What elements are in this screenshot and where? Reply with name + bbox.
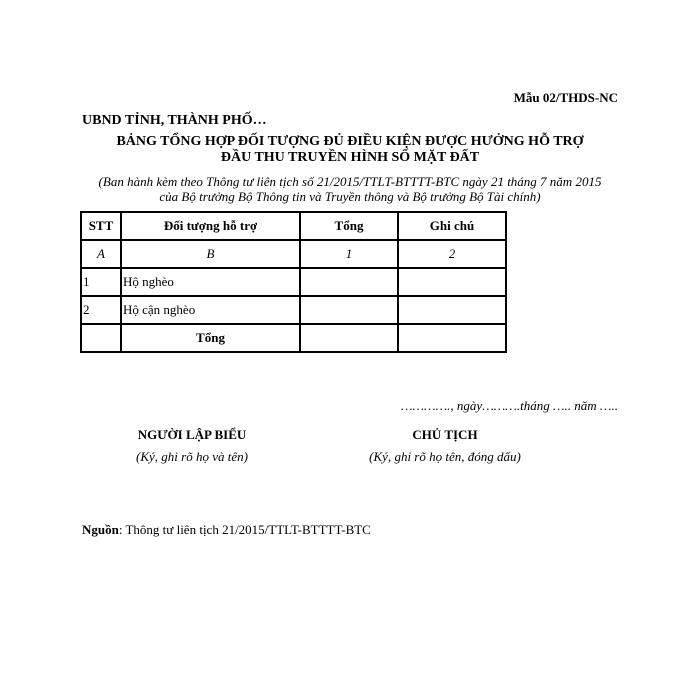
- table-header-row: [81, 212, 506, 240]
- form-code: Mẫu 02/THDS-NC: [513, 90, 618, 105]
- total-row-value: [300, 324, 398, 352]
- row-subject: Hộ cận nghèo: [121, 296, 300, 324]
- signature-preparer: [112, 427, 272, 465]
- index-1: 1: [300, 240, 398, 268]
- table-row: [81, 296, 506, 324]
- organization-name: UBND TỈNH, THÀNH PHỐ…: [82, 113, 267, 128]
- total-row-label: Tổng: [121, 324, 300, 352]
- table-total-row: [81, 324, 506, 352]
- index-2: 2: [398, 240, 506, 268]
- row-subject: Hộ nghèo: [121, 268, 300, 296]
- header-total: Tổng: [300, 212, 398, 240]
- document-title-line-1: BẢNG TỔNG HỢP ĐỐI TƯỢNG ĐỦ ĐIỀU KIỆN ĐƯỢC HƯỞNG HỖ TRỢ: [116, 134, 584, 149]
- signature-chairman: [365, 427, 525, 465]
- header-subject: Đối tượng hỗ trợ: [121, 212, 300, 240]
- row-note: [398, 268, 506, 296]
- row-stt: 2: [81, 296, 121, 324]
- index-a: A: [81, 240, 121, 268]
- signature-preparer-note: (Ký, ghi rõ họ và tên): [136, 449, 248, 464]
- table-index-row: [81, 240, 506, 268]
- signature-chairman-role: CHỦ TỊCH: [412, 427, 478, 442]
- row-total: [300, 296, 398, 324]
- summary-table: [80, 211, 507, 353]
- document-title-line-2: ĐẦU THU TRUYỀN HÌNH SỐ MẶT ĐẤT: [220, 150, 480, 165]
- document-subtitle-line-1: (Ban hành kèm theo Thông tư liên tịch số 21/2015/TTLT-BTTTT-BTC ngày 21 tháng 7 năm 2015: [98, 174, 602, 189]
- date-line: …………., ngày……….tháng ….. năm …..: [400, 398, 618, 413]
- table-row: [81, 268, 506, 296]
- source-text: : Thông tư liên tịch 21/2015/TTLT-BTTTT-BTC: [118, 522, 371, 537]
- source-citation: [82, 522, 371, 538]
- source-label: Nguồn: [82, 522, 119, 537]
- index-b: B: [121, 240, 300, 268]
- header-stt: STT: [81, 212, 121, 240]
- total-row-stt: [81, 324, 121, 352]
- total-row-note: [398, 324, 506, 352]
- row-stt: 1: [81, 268, 121, 296]
- document-subtitle-line-2: của Bộ trưởng Bộ Thông tin và Truyền thông và Bộ trưởng Bộ Tài chính): [159, 189, 541, 204]
- row-total: [300, 268, 398, 296]
- header-note: Ghi chú: [398, 212, 506, 240]
- signature-chairman-note: (Ký, ghi rõ họ tên, đóng dấu): [369, 449, 521, 464]
- row-note: [398, 296, 506, 324]
- signature-preparer-role: NGƯỜI LẬP BIỂU: [137, 427, 247, 442]
